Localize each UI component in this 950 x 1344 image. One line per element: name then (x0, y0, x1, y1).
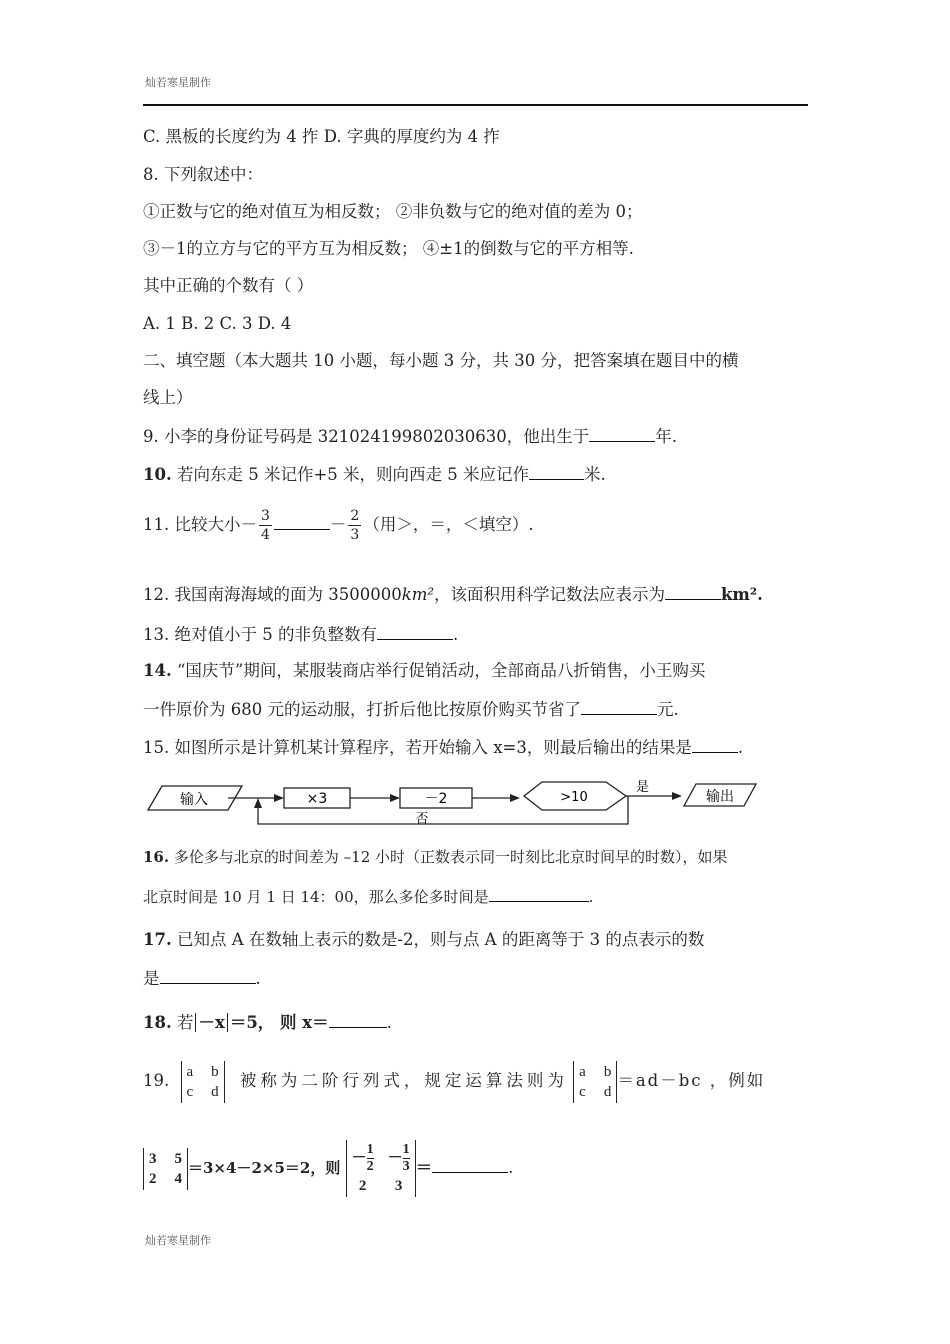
question-18-eq: ＝5， 则 x＝ (229, 1013, 329, 1032)
question-15-end: . (737, 738, 744, 757)
sign: － (387, 1149, 403, 1166)
question-14-end: 元. (656, 700, 679, 719)
det-cell: b (603, 1063, 612, 1080)
question-14-cont (143, 697, 679, 721)
answer-blank (581, 697, 657, 715)
compare-label: >10 (560, 790, 588, 805)
question-number: 14. (143, 661, 172, 680)
question-18-end: . (386, 1013, 392, 1032)
answer-blank (589, 424, 655, 442)
question-16 (143, 846, 728, 868)
det-cell: d (211, 1083, 219, 1100)
question-13-end: . (452, 625, 459, 644)
question-15 (143, 735, 743, 759)
question-12-text: 12. 我国南海海域的面为 3500000 (143, 585, 402, 604)
question-14-text: “国庆节”期间，某服装商店举行促销活动，全部商品八折销售，小王购买 (171, 661, 706, 680)
det-fraction (403, 1142, 410, 1175)
answer-blank (377, 622, 453, 640)
answer-blank (489, 884, 589, 902)
answer-blank (529, 462, 584, 480)
question-17-end: . (255, 969, 261, 988)
question-10-end: 米. (584, 465, 606, 484)
answer-blank (432, 1155, 508, 1173)
question-17-text-2: 是 (143, 969, 160, 988)
fraction-3-4 (259, 507, 272, 544)
answer-blank (274, 512, 330, 530)
question-19-number: 19. (143, 1071, 170, 1090)
fraction-numerator: 1 (366, 1142, 374, 1157)
sign: － (351, 1149, 367, 1166)
question-number: 18. (143, 1013, 172, 1032)
page-header: 灿若寒星制作 (145, 76, 211, 89)
absolute-value: －x (195, 1013, 227, 1032)
header-rule (143, 104, 808, 106)
question-12-text-2: ，该面积用科学记数法应表示为 (433, 585, 665, 604)
question-14-text-2: 一件原价为 680 元的运动服，打折后他比按原价购买节省了 (143, 700, 581, 719)
determinant-question (346, 1140, 416, 1197)
question-9-text: 9. 小李的身份证号码是 321024199802030630，他出生于 (143, 427, 590, 446)
det-cell-c: 2 (358, 1178, 367, 1194)
answer-blank (329, 1010, 387, 1028)
det-fraction (367, 1142, 374, 1175)
question-8-options: A. 1 B. 2 C. 3 D. 4 (143, 314, 292, 333)
flowchart (140, 776, 770, 832)
det-cell: a (579, 1063, 586, 1080)
determinant-example (143, 1148, 188, 1190)
subtract-label: －2 (424, 791, 448, 807)
question-11-text: 11. 比较大小－ (143, 515, 257, 534)
question-19-example: ＝3×4－2×5＝2，则 (188, 1159, 341, 1177)
question-16-cont (143, 884, 593, 908)
determinant-abcd-2 (573, 1061, 617, 1103)
no-label: 否 (415, 812, 429, 827)
question-17-text: 已知点 A 在数轴上表示的数是-2，则与点 A 的距离等于 3 的点表示的数 (171, 930, 705, 949)
fraction-denominator: 3 (350, 527, 360, 543)
question-number: 16. (143, 848, 170, 866)
det-cell: 2 (149, 1170, 157, 1187)
question-10-text: 若向东走 5 米记作+5 米，则向西走 5 米应记作 (171, 465, 530, 484)
det-cell: b (211, 1063, 219, 1080)
question-17 (143, 929, 704, 951)
question-18 (143, 1010, 392, 1034)
fraction-numerator: 2 (350, 508, 360, 524)
det-cell: 4 (174, 1170, 182, 1187)
det-cell: 5 (174, 1150, 182, 1167)
yes-label: 是 (636, 780, 650, 795)
arrow-head (510, 794, 520, 802)
det-cell: 3 (149, 1150, 157, 1167)
fraction-numerator: 3 (261, 508, 270, 524)
arrow-head (672, 792, 682, 800)
det-cell: c (579, 1083, 586, 1100)
section-2-heading-cont: 线上） (143, 388, 193, 407)
question-19-cont (143, 1136, 513, 1200)
arrow-head (274, 794, 284, 802)
question-11-instruction: （用＞，＝，＜填空）. (363, 515, 534, 534)
question-8-statements-1-2: ①正数与它的绝对值互为相反数； ②非负数与它的绝对值的差为 0； (143, 202, 643, 221)
question-number: 17. (143, 930, 172, 949)
fraction-denominator: 3 (402, 1159, 410, 1174)
question-11-minus: － (329, 515, 347, 534)
question-19-rule: ＝ad－bc ，例如 (617, 1071, 766, 1090)
answer-blank (665, 582, 721, 600)
det-cell: c (186, 1083, 194, 1100)
output-label: 输出 (706, 789, 734, 805)
arrow-head (390, 794, 400, 802)
question-13 (143, 622, 458, 646)
input-label: 输入 (180, 792, 208, 808)
option-line-cd: C. 黑板的长度约为 4 拃 D. 字典的厚度约为 4 拃 (143, 127, 500, 146)
question-13-text: 13. 绝对值小于 5 的非负整数有 (143, 625, 377, 644)
question-16-text-2: 北京时间是 10 月 1 日 14：00，那么多伦多时间是 (143, 888, 489, 906)
question-19 (143, 1054, 765, 1108)
question-19-end: . (508, 1158, 514, 1177)
fraction-denominator: 4 (261, 527, 270, 543)
question-8-prompt: 其中正确的个数有（ ） (143, 276, 314, 295)
question-19-text: 被称为二阶行列式，规定运算法则为 (239, 1071, 568, 1090)
question-16-end: . (588, 888, 594, 906)
answer-blank (692, 735, 738, 753)
question-8-title: 8. 下列叙述中： (143, 165, 263, 184)
question-15-text: 15. 如图所示是计算机某计算程序，若开始输入 x=3，则最后输出的结果是 (143, 738, 692, 757)
question-number: 10. (143, 465, 172, 484)
question-18-text: 若 (171, 1013, 194, 1032)
question-12-unit: km². (720, 585, 763, 604)
multiply-label: ×3 (306, 791, 328, 807)
question-14 (143, 660, 705, 682)
question-9-end: 年. (655, 427, 677, 446)
question-11 (143, 505, 534, 545)
det-cell: a (186, 1063, 194, 1080)
question-19-eq: ＝ (415, 1158, 433, 1177)
det-cell: d (603, 1083, 612, 1100)
question-16-text: 多伦多与北京的时间差为 –12 小时（正数表示同一时刻比北京时间早的时数），如果 (169, 848, 728, 866)
unit-km2: km² (401, 585, 434, 604)
determinant-abcd (181, 1061, 225, 1103)
fraction-denominator: 2 (366, 1159, 374, 1174)
det-cell-d: 3 (394, 1178, 403, 1194)
det-cell-b (388, 1142, 410, 1175)
det-cell-a (352, 1142, 374, 1175)
fraction-2-3 (348, 507, 361, 544)
fraction-numerator: 1 (402, 1142, 410, 1157)
question-10 (143, 462, 606, 486)
page-footer: 灿若寒星制作 (145, 1234, 211, 1247)
question-12 (143, 582, 763, 606)
question-8-statements-3-4: ③－1的立方与它的平方互为相反数； ④±1的倒数与它的平方相等. (143, 239, 634, 258)
answer-blank (160, 966, 256, 984)
section-2-heading: 二、填空题（本大题共 10 小题，每小题 3 分，共 30 分，把答案填在题目中的横 (143, 351, 739, 370)
question-17-cont (143, 966, 261, 990)
question-9 (143, 424, 677, 448)
loop-arrow-head (254, 798, 262, 808)
